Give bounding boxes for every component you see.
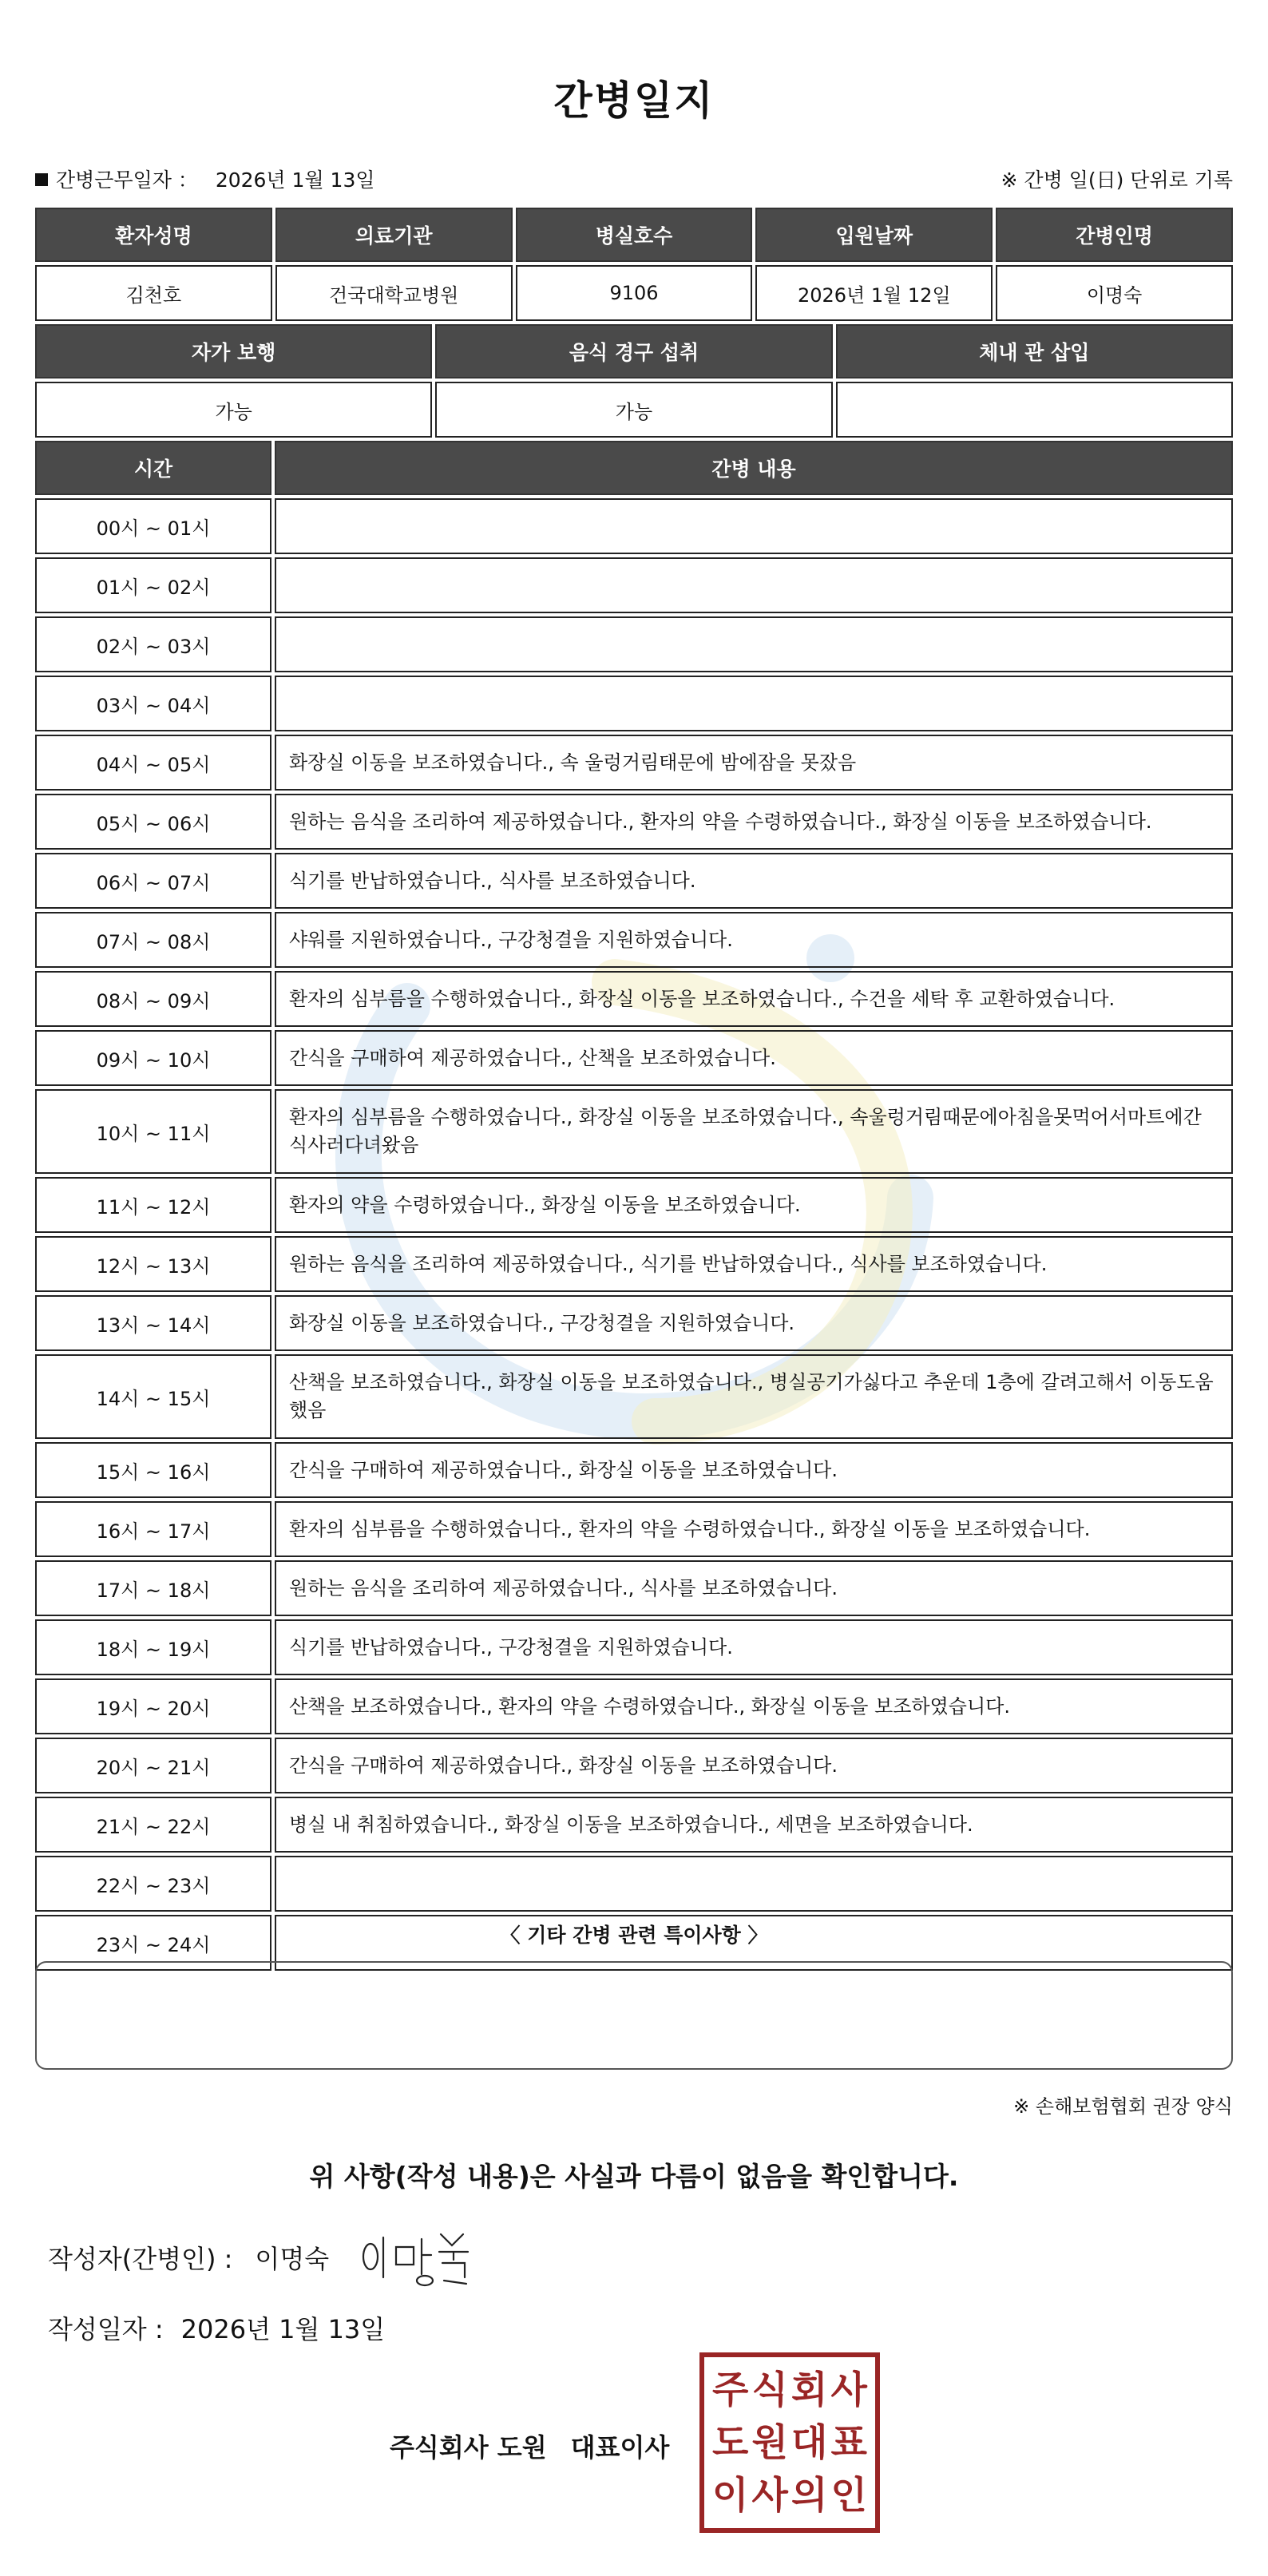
time-cell: 11시 ~ 12시 [35,1177,271,1233]
header-room-number: 병실호수 [516,208,753,262]
table-row [35,794,1233,850]
header-time: 시간 [35,441,271,495]
special-notes-box [35,1961,1233,2070]
time-cell: 16시 ~ 17시 [35,1501,271,1557]
seal-character: 의 [791,2473,828,2518]
table-row [35,1177,1233,1233]
care-content-cell: 산책을 보조하였습니다., 화장실 이동을 보조하였습니다., 병실공기가싫다고 추운데 1층에 갈려고해서 이동도움했음 [275,1354,1233,1439]
time-cell: 14시 ~ 15시 [35,1354,271,1439]
writer-row [48,2239,329,2276]
table-row [35,1797,1233,1853]
room-number-cell: 9106 [516,265,753,321]
oral-intake-cell: 가능 [435,382,832,438]
time-cell: 13시 ~ 14시 [35,1295,271,1351]
time-cell: 05시 ~ 06시 [35,794,271,850]
care-content-cell [275,616,1233,672]
table-row [35,1678,1233,1734]
time-cell: 02시 ~ 03시 [35,616,271,672]
care-content-cell [275,1856,1233,1912]
work-date-label: 간병근무일자 ： [56,168,198,192]
care-content-cell: 환자의 심부름을 수행하였습니다., 화장실 이동을 보조하였습니다., 수건을 세탁 후 교환하였습니다. [275,971,1233,1027]
table-row [35,1856,1233,1912]
time-cell: 00시 ~ 01시 [35,498,271,554]
work-date-row [35,164,1233,196]
patient-status-table [32,321,1236,441]
seal-character: 원 [751,2420,788,2465]
tube-insertion-cell [836,382,1233,438]
unit-note: ※ 간병 일(日) 단위로 기록 [1001,168,1233,192]
writer-name: 이명숙 [255,2244,330,2274]
seal-character: 회 [791,2368,828,2412]
time-cell: 06시 ~ 07시 [35,853,271,909]
time-cell: 09시 ~ 10시 [35,1030,271,1086]
table-row [35,1295,1233,1351]
care-content-cell: 샤워를 지원하였습니다., 구강청결을 지원하였습니다. [275,912,1233,968]
time-cell: 07시 ~ 08시 [35,912,271,968]
care-content-cell: 원하는 음식을 조리하여 제공하였습니다., 식사를 보조하였습니다. [275,1560,1233,1616]
seal-character: 사 [830,2368,867,2412]
header-patient-name: 환자성명 [35,208,272,262]
hourly-care-log-table [32,438,1236,1974]
time-cell: 19시 ~ 20시 [35,1678,271,1734]
work-date-value: 2026년 1월 13일 [215,168,375,192]
care-content-cell: 산책을 보조하였습니다., 환자의 약을 수령하였습니다., 화장실 이동을 보조하였습니다. [275,1678,1233,1734]
table-row [35,616,1233,672]
special-notes-text [37,1963,1231,1988]
time-cell: 23시 ~ 24시 [35,1915,271,1971]
square-bullet-icon [35,173,48,186]
table-row [35,676,1233,731]
written-date-label: 작성일자 : [48,2314,164,2344]
care-content-cell: 원하는 음식을 조리하여 제공하였습니다., 식기를 반납하였습니다., 식사를 보조하였습니다. [275,1236,1233,1292]
seal-character: 표 [830,2420,867,2465]
time-cell: 04시 ~ 05시 [35,735,271,791]
table-row [35,382,1233,438]
table-header-row [35,208,1233,262]
time-cell: 08시 ~ 09시 [35,971,271,1027]
written-date-value: 2026년 1월 13일 [180,2314,386,2344]
time-cell: 20시 ~ 21시 [35,1738,271,1793]
notes-caption: 〈 기타 간병 관련 특이사항 〉 [500,1924,768,1947]
table-row [35,1030,1233,1086]
care-content-cell: 간식을 구매하여 제공하였습니다., 화장실 이동을 보조하였습니다. [275,1442,1233,1498]
time-cell: 22시 ~ 23시 [35,1856,271,1912]
time-cell: 12시 ~ 13시 [35,1236,271,1292]
care-content-cell: 환자의 약을 수령하였습니다., 화장실 이동을 보조하였습니다. [275,1177,1233,1233]
header-care-content: 간병 내용 [275,441,1233,495]
care-content-cell: 환자의 심부름을 수행하였습니다., 환자의 약을 수령하였습니다., 화장실 이동을 보조하였습니다. [275,1501,1233,1557]
table-row [35,1738,1233,1793]
seal-character: 식 [751,2368,788,2412]
company-name: 주식회사 도원 [390,2432,547,2463]
header-hospital: 의료기관 [275,208,513,262]
writer-label: 작성자(간병인) : [48,2244,233,2274]
time-cell: 15시 ~ 16시 [35,1442,271,1498]
care-content-cell: 식기를 반납하였습니다., 식사를 보조하였습니다. [275,853,1233,909]
care-content-cell [275,676,1233,731]
document-title: 간병일지 [553,77,715,124]
handwritten-signature-icon [358,2228,477,2292]
header-admission-date: 입원날짜 [755,208,993,262]
table-row [35,1501,1233,1557]
care-content-cell: 화장실 이동을 보조하였습니다., 구강청결을 지원하였습니다. [275,1295,1233,1351]
admission-date-cell: 2026년 1월 12일 [755,265,993,321]
table-row [35,557,1233,613]
form-source-note: ※ 손해보험협회 권장 양식 [1013,2095,1233,2118]
time-cell: 10시 ~ 11시 [35,1089,271,1174]
table-row [35,498,1233,554]
header-oral-intake: 음식 경구 섭취 [435,324,832,378]
patient-name-cell: 김천호 [35,265,272,321]
table-row [35,971,1233,1027]
table-row [35,735,1233,791]
table-row [35,1089,1233,1174]
patient-info-table [32,204,1236,324]
confirmation-statement: 위 사항(작성 내용)은 사실과 다름이 없음을 확인합니다. [309,2161,959,2192]
care-content-cell [275,498,1233,554]
header-caregiver-name: 간병인명 [996,208,1233,262]
table-row [35,853,1233,909]
header-tube-insertion: 체내 관 삽입 [836,324,1233,378]
header-self-walking: 자가 보행 [35,324,432,378]
time-cell: 21시 ~ 22시 [35,1797,271,1853]
seal-character: 대 [791,2420,828,2465]
time-cell: 18시 ~ 19시 [35,1619,271,1675]
care-content-cell: 원하는 음식을 조리하여 제공하였습니다., 환자의 약을 수령하였습니다., 화장실 이동을 보조하였습니다. [275,794,1233,850]
care-content-cell: 간식을 구매하여 제공하였습니다., 화장실 이동을 보조하였습니다. [275,1738,1233,1793]
table-row [35,1354,1233,1439]
self-walking-cell: 가능 [35,382,432,438]
care-content-cell: 간식을 구매하여 제공하였습니다., 산책을 보조하였습니다. [275,1030,1233,1086]
seal-character: 주 [712,2368,749,2412]
table-row [35,1442,1233,1498]
care-content-cell: 식기를 반납하였습니다., 구강청결을 지원하였습니다. [275,1619,1233,1675]
table-row [35,265,1233,321]
seal-character: 인 [830,2473,867,2518]
table-row [35,912,1233,968]
table-row [35,1236,1233,1292]
time-cell: 03시 ~ 04시 [35,676,271,731]
time-cell: 17시 ~ 18시 [35,1560,271,1616]
caregiver-name-cell: 이명숙 [996,265,1233,321]
seal-character: 이 [712,2473,749,2518]
company-seal-stamp [699,2352,880,2533]
table-row [35,1619,1233,1675]
seal-character: 사 [751,2473,788,2518]
table-header-row [35,324,1233,378]
care-content-cell: 병실 내 취침하였습니다., 화장실 이동을 보조하였습니다., 세면을 보조하였습니다. [275,1797,1233,1853]
care-content-cell: 환자의 심부름을 수행하였습니다., 화장실 이동을 보조하였습니다., 속울렁거림때문에아침을못먹어서마트에간식사러다녀왔음 [275,1089,1233,1174]
table-header-row [35,441,1233,495]
hospital-cell: 건국대학교병원 [275,265,513,321]
care-content-cell [275,557,1233,613]
written-date-row [48,2309,385,2346]
seal-character: 도 [712,2420,749,2465]
company-signature-line [390,2427,669,2464]
company-title: 대표이사 [570,2432,670,2463]
time-cell: 01시 ~ 02시 [35,557,271,613]
care-content-cell: 화장실 이동을 보조하였습니다., 속 울렁거림태문에 밤에잠을 못잤음 [275,735,1233,791]
table-row [35,1560,1233,1616]
